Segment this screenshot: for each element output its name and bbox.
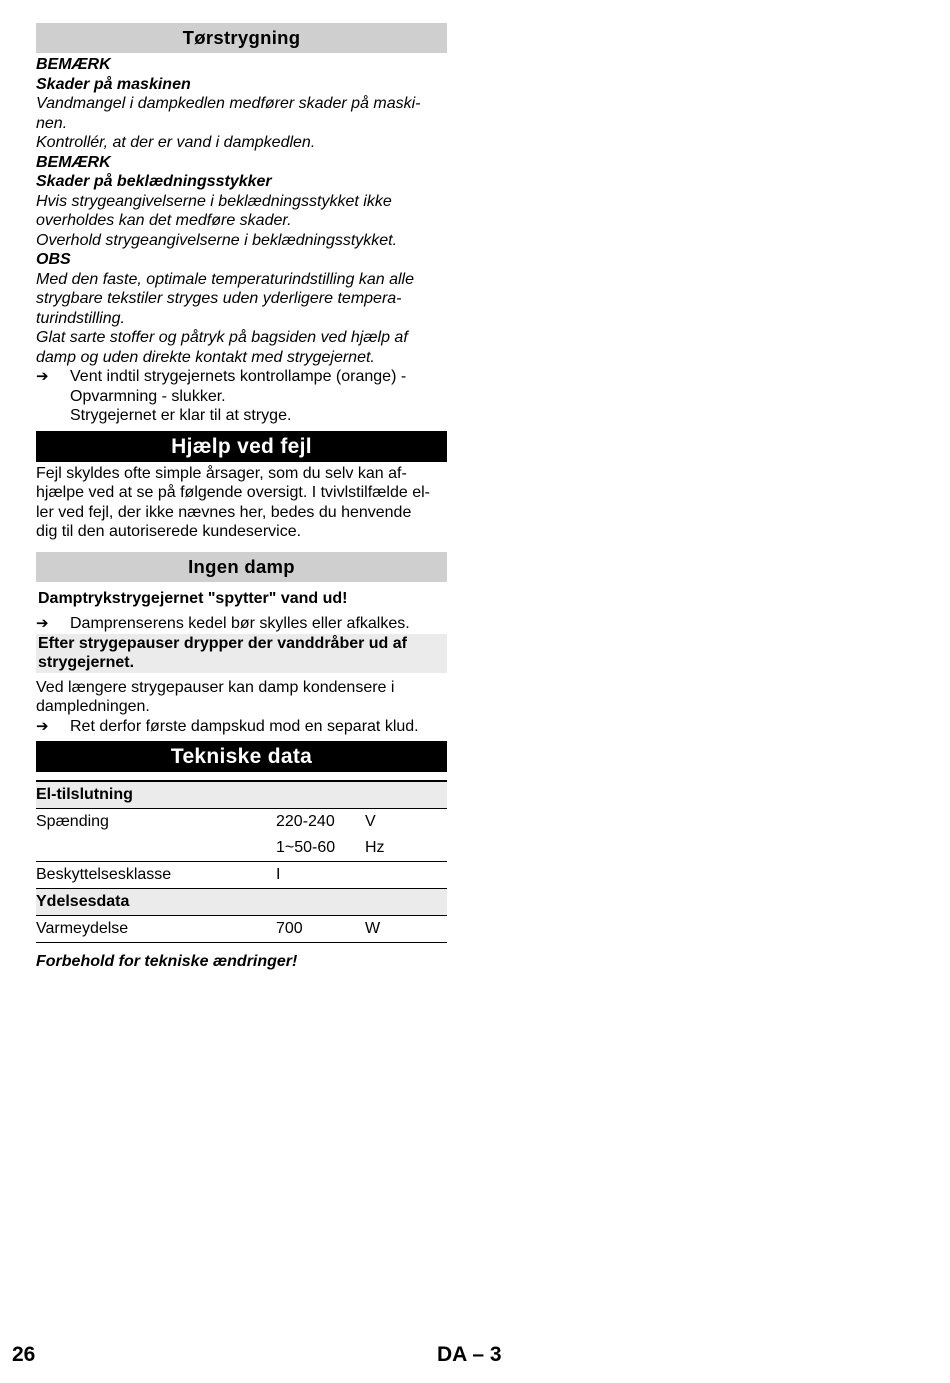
table-row	[36, 809, 447, 836]
obs-text: Med den faste, optimale temperaturindstilling kan alle	[36, 270, 414, 288]
row-unit: V	[365, 813, 376, 831]
row-value: 1~50-60	[276, 835, 365, 862]
disclaimer: Forbehold for tekniske ændringer!	[36, 953, 298, 970]
page-number: 26	[12, 1343, 36, 1366]
section-title-ingen-damp: Ingen damp	[36, 552, 447, 582]
note-label: BEMÆRK	[36, 153, 111, 171]
note-text: Overhold strygeangivelserne i beklædningsstykket.	[36, 231, 398, 249]
section-reference: DA – 3	[437, 1343, 502, 1366]
note-text: Kontrollér, at der er vand i dampkedlen.	[36, 134, 316, 151]
row-value: 220-240	[276, 813, 335, 831]
problem-heading-line: strygejernet.	[38, 654, 135, 671]
obs-label: OBS	[36, 251, 71, 268]
step-result: Strygejernet er klar til at stryge.	[70, 407, 292, 424]
table-row	[36, 835, 447, 862]
step-text: Opvarmning - slukker.	[70, 387, 226, 405]
technical-data-table	[36, 780, 447, 943]
table-row	[36, 916, 447, 943]
row-label: Beskyttelsesklasse	[36, 862, 276, 889]
table-group-row	[36, 889, 447, 916]
section-title-tekniske-data: Tekniske data	[36, 741, 447, 772]
body-text: ler ved fejl, der ikke nævnes her, bedes du henvende	[36, 503, 412, 521]
note-heading: Skader på maskinen	[36, 75, 191, 93]
step-text: Damprenserens kedel bør skylles eller afkalkes.	[70, 615, 410, 632]
row-unit: Hz	[365, 835, 447, 862]
step-text: Vent indtil strygejernets kontrollampe (orange) -	[70, 368, 407, 385]
note-text: overholdes kan det medføre skader.	[36, 212, 292, 229]
group-label: Ydelsesdata	[36, 889, 447, 916]
step-item	[36, 717, 447, 737]
step-text: Ret derfor første dampskud mod en separat klud.	[70, 717, 419, 735]
obs-text: turindstilling.	[36, 309, 125, 327]
problem-heading	[36, 634, 447, 673]
row-value: 700	[276, 916, 365, 943]
section-title-hjaelp: Hjælp ved fejl	[36, 431, 447, 462]
note-text: Vandmangel i dampkedlen medfører skader på maski-	[36, 95, 421, 112]
obs-text: strygbare tekstiler stryges uden yderligere tempera-	[36, 290, 402, 307]
problem-heading: Damptrykstrygejernet "spytter" vand ud!	[38, 589, 348, 607]
step-item	[36, 367, 447, 426]
step-item	[36, 614, 447, 634]
obs-text: Glat sarte stoffer og påtryk på bagsiden ved hjælp af	[36, 329, 408, 346]
note-label: BEMÆRK	[36, 56, 111, 73]
row-value: I	[276, 862, 365, 889]
right-arrow-icon: ➔	[36, 615, 49, 632]
body-text: Ved længere strygepauser kan damp kondensere i	[36, 678, 395, 696]
row-unit: W	[365, 916, 447, 943]
body-text: dampledningen.	[36, 698, 150, 715]
note-text: Hvis strygeangivelserne i beklædningsstykket ikke	[36, 192, 392, 210]
body-text: hjælpe ved at se på følgende oversigt. I tvivlstilfælde el-	[36, 484, 430, 501]
note-heading: Skader på beklædningsstykker	[36, 173, 272, 190]
row-label	[36, 835, 276, 862]
body-text: dig til den autoriserede kundeservice.	[36, 523, 302, 540]
table-row	[36, 862, 447, 889]
table-group-row	[36, 781, 447, 809]
problem-heading-line: Efter strygepauser drypper der vanddråber ud af	[38, 634, 407, 652]
row-label: Spænding	[36, 813, 109, 831]
body-text: Fejl skyldes ofte simple årsager, som du selv kan af-	[36, 464, 407, 482]
row-unit	[365, 862, 447, 889]
right-arrow-icon: ➔	[36, 717, 49, 735]
note-text: nen.	[36, 114, 68, 132]
group-label: El-tilslutning	[36, 781, 447, 809]
section-title-torstrygning: Tørstrygning	[36, 23, 447, 53]
right-arrow-icon: ➔	[36, 368, 49, 385]
obs-text: damp og uden direkte kontakt med strygejernet.	[36, 348, 375, 366]
content-column	[36, 23, 447, 972]
row-label: Varmeydelse	[36, 916, 276, 943]
